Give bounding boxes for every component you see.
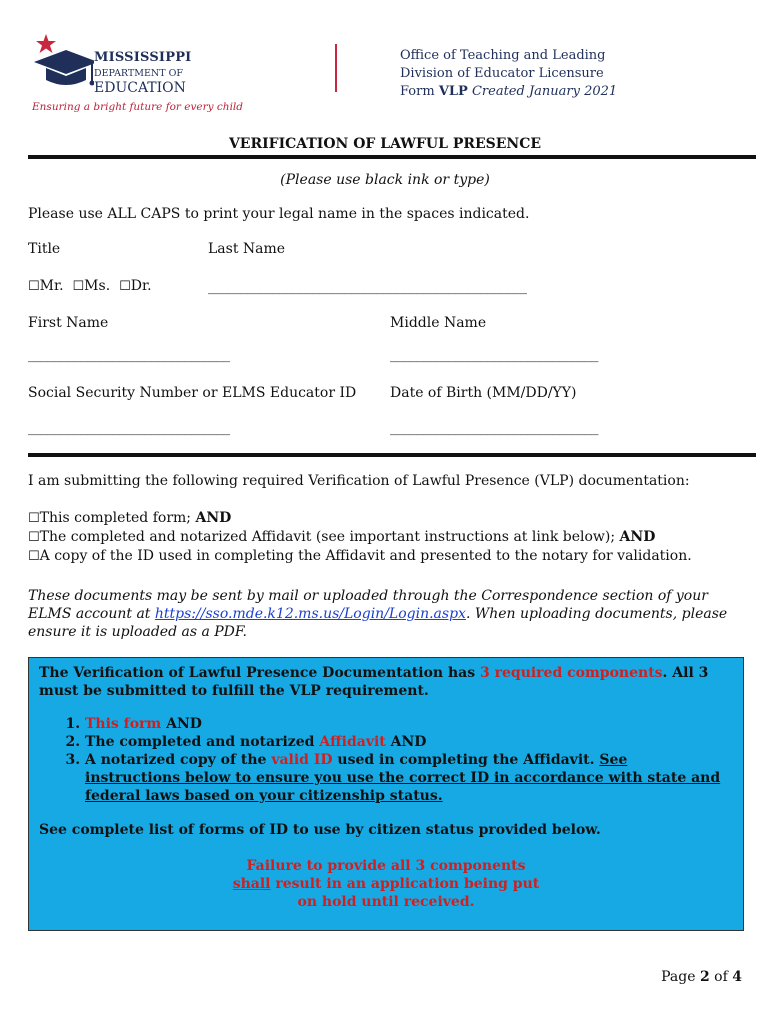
checkbox-doc-3[interactable]: ☐ [28, 549, 40, 564]
first-name-field[interactable]: _______________________________ [28, 347, 230, 363]
form-created-line [400, 83, 660, 101]
page-mid: of [709, 969, 733, 985]
requirement-1 [85, 715, 725, 733]
caps-instruction: Please use ALL CAPS to print your legal name in the spaces indicated. [28, 206, 530, 222]
last-name-field[interactable]: _________________________________________________ [208, 279, 527, 295]
page-prefix: Page [661, 969, 700, 985]
logo-line-2: DEPARTMENT OF [94, 68, 183, 79]
page-current: 2 [699, 969, 710, 985]
logo-line-3: EDUCATION [94, 80, 186, 96]
doc-item-1 [28, 510, 231, 526]
form-code: VLP [438, 84, 468, 99]
requirement-2-text: The completed and notarized [85, 734, 320, 750]
first-name-label: First Name [28, 315, 109, 331]
ssn-label: Social Security Number or ELMS Educator ID [28, 385, 357, 401]
failure-line-2 [29, 875, 743, 893]
requirement-3-red: valid ID [271, 752, 333, 768]
checkbox-ms[interactable]: ☐ [72, 279, 85, 294]
middle-name-field[interactable]: ________________________________ [390, 347, 598, 363]
dob-field[interactable]: ________________________________ [390, 420, 598, 436]
document-title: VERIFICATION OF LAWFUL PRESENCE [228, 136, 542, 152]
option-mr: Mr. [39, 278, 64, 294]
mde-logo [30, 32, 244, 122]
checkbox-dr[interactable]: ☐ [119, 279, 131, 294]
doc-item-1-and: AND [195, 510, 232, 526]
requirement-1-red: This form [85, 716, 162, 732]
doc-item-2-text: The completed and notarized Affidavit (see important instructions at link below); [39, 529, 620, 545]
requirement-3 [85, 751, 725, 805]
requirements-intro [39, 664, 719, 700]
requirement-2-red: Affidavit [319, 734, 386, 750]
page-number [661, 969, 742, 985]
requirement-2 [85, 733, 725, 751]
note-part-1: These documents may be sent by mail or uploaded through the Correspondence section of your ELMS account at [28, 588, 708, 622]
form-prefix: Form [400, 84, 439, 99]
requirement-1-rest: AND [161, 716, 202, 732]
intro-part-a: The Verification of Lawful Presence Documentation has [39, 665, 480, 681]
last-name-label: Last Name [208, 241, 286, 257]
failure-line-2-rest: result in an application being put [270, 876, 540, 892]
option-dr: Dr. [130, 278, 152, 294]
checkbox-doc-2[interactable]: ☐ [28, 530, 40, 545]
requirements-box [28, 657, 744, 931]
header-divider [335, 44, 337, 92]
title-rule [28, 155, 756, 159]
title-label: Title [28, 241, 61, 257]
failure-line-3: on hold until received. [297, 894, 475, 910]
section-rule [28, 453, 756, 457]
form-created-date: Created January 2021 [471, 84, 618, 99]
failure-line-1: Failure to provide all 3 components [246, 858, 526, 874]
doc-item-1-text: This completed form; [39, 510, 196, 526]
middle-name-label: Middle Name [390, 315, 487, 331]
graduation-cap-star-icon [30, 32, 94, 102]
elms-login-link[interactable]: https://sso.mde.k12.ms.us/Login/Login.aspx [154, 606, 466, 622]
shall-word: shall [232, 876, 271, 892]
office-line-1: Office of Teaching and Leading [400, 48, 606, 63]
office-line-2: Division of Educator Licensure [400, 66, 604, 81]
doc-item-2-and: AND [619, 529, 656, 545]
checkbox-mr[interactable]: ☐ [28, 279, 40, 294]
logo-tagline: Ensuring a bright future for every child [32, 101, 244, 113]
checkbox-doc-1[interactable]: ☐ [28, 511, 40, 526]
note-part-2: . When uploading documents, please ensure it is uploaded as a PDF. [28, 606, 728, 640]
doc-item-3-text: A copy of the ID used in completing the Affidavit and presented to the notary for validation. [39, 548, 692, 564]
requirement-3-mid: used in completing the Affidavit. [332, 752, 600, 768]
failure-warning [29, 857, 743, 911]
intro-part-b: . All 3 must be submitted to fulfill the VLP requirement. [39, 665, 709, 699]
logo-line-1: MISSISSIPPI [94, 50, 192, 65]
requirements-list [39, 715, 725, 805]
id-list-note: See complete list of forms of ID to use by citizen status provided below. [39, 822, 601, 838]
upload-note [28, 587, 743, 641]
option-ms: Ms. [84, 278, 111, 294]
requirement-3-text: A notarized copy of the [85, 752, 272, 768]
document-subtitle: (Please use black ink or type) [280, 172, 490, 188]
title-options [28, 278, 152, 294]
dob-label: Date of Birth (MM/DD/YY) [390, 385, 577, 401]
required-components: 3 required components [480, 665, 663, 681]
page-total: 4 [732, 969, 742, 985]
submitting-statement: I am submitting the following required Verification of Lawful Presence (VLP) documentation: [28, 473, 690, 489]
requirement-3-instructions: See instructions below to ensure you use the correct ID in accordance with state and federal laws based on your citizenship status. [85, 752, 721, 804]
office-block [400, 47, 660, 101]
requirement-2-rest: AND [385, 734, 427, 750]
ssn-field[interactable]: _______________________________ [28, 420, 230, 436]
doc-item-3 [28, 548, 692, 564]
doc-item-2 [28, 529, 655, 545]
